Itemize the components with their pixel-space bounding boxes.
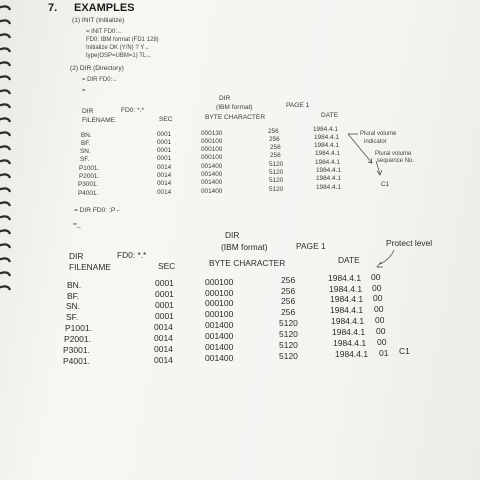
listing1-sec: 0014 — [157, 164, 172, 171]
listing2-byte: 001400 — [205, 320, 234, 330]
ex1-line: Initialize OK (Y/N) ? Y← — [86, 45, 151, 51]
listing2-dir-label: DIR — [225, 230, 240, 240]
listing2-annotation-c1: C1 — [399, 346, 410, 356]
listing2-date: 1984.4.1 — [331, 316, 365, 326]
section-title: EXAMPLES — [74, 2, 135, 14]
listing2-date: 1984.4.1 — [330, 305, 364, 315]
listing2-char: 256 — [281, 286, 296, 296]
listing1-sec: 0001 — [157, 139, 172, 146]
listing2-date: 1984.4.1 — [328, 273, 362, 283]
listing2-char: 256 — [281, 307, 296, 317]
listing2-col-date: DATE — [338, 255, 360, 265]
listing2-byte: 000100 — [205, 288, 234, 298]
listing1-sec: 0001 — [157, 147, 172, 154]
listing1-byte: 000100 — [201, 146, 223, 153]
listing1-date: 1984.4.1 — [316, 167, 341, 174]
listing1-ibm-format: (IBM format) — [216, 104, 253, 111]
listing1-filename: BN. — [81, 132, 92, 139]
listing2-protect: 00 — [377, 337, 387, 347]
ex1-line: FD0: IBM format (FD1 128) — [86, 37, 159, 43]
listing2-char: 5120 — [279, 340, 298, 350]
listing1-char: 256 — [269, 136, 280, 143]
listing2-char: 5120 — [279, 329, 298, 339]
listing2-sec: 0001 — [155, 289, 174, 299]
listing1-date: 1984.4.1 — [314, 142, 339, 149]
listing1-filename: P4001. — [78, 190, 99, 197]
listing2-byte: 000100 — [205, 298, 234, 308]
listing2-filename: BF. — [67, 291, 80, 301]
listing2-protect: 00 — [373, 293, 383, 303]
annotation-plural-seq: sequence No. — [377, 158, 415, 164]
listing2-date: 1984.4.1 — [333, 338, 367, 348]
listing2-byte: 001400 — [205, 331, 234, 341]
listing2-char: 256 — [281, 275, 296, 285]
listing2-col-byte-char: BYTE CHARACTER — [209, 258, 286, 268]
listing1-date: 1984.4.1 — [313, 126, 338, 133]
listing2-protect-label: Protect level — [386, 238, 433, 248]
listing1-date: 1984.4.1 — [315, 159, 340, 166]
listing1-byte: 001400 — [201, 171, 223, 178]
listing2-filename: P2001. — [64, 334, 91, 344]
listing1-sec: 0014 — [157, 189, 172, 196]
listing1-char: 5120 — [269, 169, 284, 176]
listing2-char: 5120 — [279, 351, 298, 361]
listing1-byte: 001400 — [201, 188, 223, 195]
listing1-date: 1984.4.1 — [316, 184, 341, 191]
listing2-sec: 0001 — [155, 311, 174, 321]
listing1-date: 1984.4.1 — [314, 134, 339, 141]
listing1-char: 5120 — [269, 186, 284, 193]
listing2-col-sec: SEC — [158, 261, 176, 271]
listing1-char: 256 — [268, 128, 279, 135]
listing1-filename: SN. — [80, 148, 91, 155]
listing2-col-filename: FILENAME — [69, 262, 111, 272]
listing2-filename: BN. — [67, 280, 82, 290]
listing2-byte: 001400 — [205, 342, 234, 352]
cmd2-line: = DIR FD0: ;P← — [74, 207, 122, 214]
listing1-filename: P2001. — [79, 173, 100, 180]
listing1-col-date: DATE — [321, 112, 339, 119]
listing2-page: PAGE 1 — [296, 241, 326, 251]
ex1-label: (1) INIT (Initialize) — [72, 17, 125, 24]
listing1-filename: P1001. — [79, 165, 100, 172]
listing2-ibm-format: (IBM format) — [221, 242, 268, 252]
listing2-char: 256 — [281, 296, 296, 306]
listing2-fd: FD0: *.* — [117, 250, 147, 260]
listing1-filename: BF. — [81, 140, 91, 147]
listing2-filename: P3001. — [63, 345, 90, 355]
cmd2-cursor: =_ — [73, 221, 81, 228]
listing2-protect: 00 — [371, 272, 381, 282]
listing1-date: 1984.4.1 — [315, 150, 340, 157]
listing1-char: 256 — [270, 152, 281, 159]
listing2-sec: 0014 — [154, 355, 173, 365]
listing1-fd: FD0: *.* — [121, 107, 145, 114]
annotation-plural-indicator: Plural volume — [360, 131, 397, 137]
listing1-byte: 001400 — [201, 179, 223, 186]
annotation-c1: C1 — [381, 181, 390, 188]
listing1-col-byte-char: BYTE CHARACTER — [205, 114, 266, 121]
listing1-dir-col: DIR — [82, 108, 94, 115]
listing1-sec: 0014 — [157, 180, 172, 187]
ex2-cursor: = — [82, 88, 86, 94]
listing2-date: 1984.4.1 — [335, 349, 369, 359]
listing1-dir-label: DIR — [219, 95, 231, 102]
listing2-char: 5120 — [279, 318, 298, 328]
listing2-protect: 00 — [372, 283, 382, 293]
listing2-byte: 000100 — [205, 277, 234, 287]
listing1-col-sec: SEC — [159, 116, 173, 123]
listing1-col-filename: FILENAME — [82, 117, 115, 124]
listing2-date: 1984.4.1 — [330, 294, 364, 304]
listing1-char: 256 — [270, 144, 281, 151]
listing1-filename: SF. — [80, 156, 90, 163]
listing1-byte: 000100 — [201, 154, 223, 161]
listing2-filename: SN. — [66, 301, 81, 311]
annotation-plural-indicator: indicator — [364, 139, 387, 145]
listing2-protect: 00 — [374, 304, 384, 314]
listing2-filename: P4001. — [63, 356, 90, 366]
listing1-filename: P3001. — [78, 181, 99, 188]
listing2-date: 1984.4.1 — [329, 284, 363, 294]
section-number: 7. — [48, 2, 58, 14]
ex1-line: = INIT FD0:← — [86, 29, 124, 35]
spiral-binding — [0, 0, 22, 300]
listing2-filename: P1001. — [65, 323, 92, 333]
listing2-protect: 00 — [376, 326, 386, 336]
listing2-dir-col: DIR — [69, 251, 84, 261]
listing2-byte: 000100 — [205, 309, 234, 319]
listing2-date: 1984.4.1 — [332, 327, 366, 337]
listing1-page: PAGE 1 — [286, 102, 310, 109]
listing1-byte: 001400 — [201, 163, 223, 170]
listing1-sec: 0014 — [157, 172, 172, 179]
ex2-label: (2) DIR (Directory) — [70, 65, 124, 72]
annotation-plural-seq: Plural volume — [375, 151, 412, 157]
listing2-sec: 0001 — [155, 278, 174, 288]
listing2-sec: 0001 — [155, 300, 174, 310]
listing1-date: 1984.4.1 — [316, 175, 341, 182]
listing2-byte: 001400 — [205, 353, 234, 363]
listing1-byte: 000100 — [201, 138, 223, 145]
listing2-sec: 0014 — [154, 344, 173, 354]
listing1-sec: 0001 — [157, 155, 172, 162]
listing1-sec: 0001 — [157, 131, 172, 138]
listing1-char: 5120 — [269, 161, 284, 168]
listing2-protect: 00 — [375, 315, 385, 325]
listing1-byte: 000130 — [201, 130, 223, 137]
listing1-char: 5120 — [269, 177, 284, 184]
ex2-command: = DIR FD0:← — [82, 77, 119, 83]
listing2-sec: 0014 — [154, 322, 173, 332]
ex1-line: type(OSP=UBM=1) TL← — [86, 53, 153, 59]
listing2-sec: 0014 — [154, 333, 173, 343]
listing2-filename: SF. — [66, 312, 79, 322]
listing2-protect: 01 — [379, 348, 389, 358]
